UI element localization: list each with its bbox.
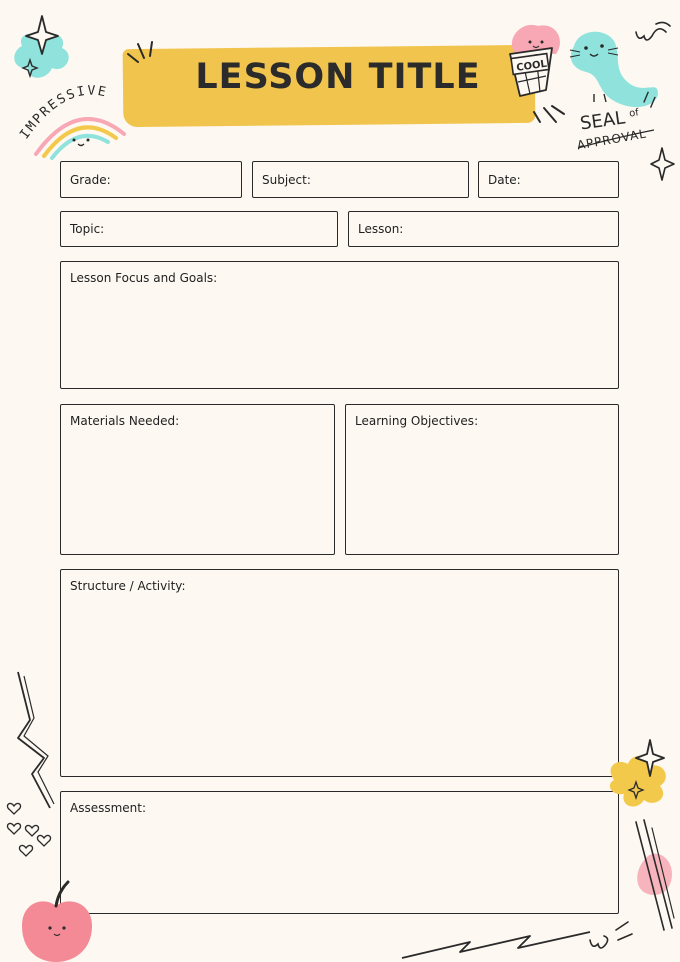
- lesson-field[interactable]: [348, 211, 619, 247]
- structure-activity-field[interactable]: [60, 569, 619, 777]
- topic-label: Topic:: [70, 222, 105, 236]
- hearts-icon: [4, 796, 54, 862]
- date-field[interactable]: [478, 161, 619, 198]
- yellow-sparkle-blob-icon: [600, 736, 678, 820]
- topic-field[interactable]: [60, 211, 338, 247]
- squiggle-icon: [632, 20, 676, 50]
- svg-text:of: of: [628, 107, 640, 120]
- lesson-focus-goals-label: Lesson Focus and Goals:: [70, 271, 218, 285]
- subject-label: Subject:: [262, 172, 311, 187]
- svg-text:IMPRESSIVE: IMPRESSIVE: [17, 83, 110, 143]
- grade-label: Grade:: [70, 172, 111, 187]
- grade-field[interactable]: [60, 161, 242, 198]
- sparkle-icon: [650, 146, 676, 182]
- page-title: LESSON TITLE: [195, 57, 481, 97]
- learning-objectives-field[interactable]: [345, 404, 619, 555]
- svg-text:COOL: COOL: [515, 58, 548, 74]
- zigzag-lightning-icon: [10, 668, 56, 814]
- subject-field[interactable]: [252, 161, 469, 198]
- materials-needed-field[interactable]: [60, 404, 335, 555]
- lesson-label: Lesson:: [358, 222, 404, 236]
- assessment-field[interactable]: [60, 791, 619, 914]
- structure-activity-label: Structure / Activity:: [70, 579, 186, 593]
- svg-text:SEAL: SEAL: [578, 107, 627, 135]
- impressive-rainbow-sticker: [18, 78, 138, 168]
- learning-objectives-label: Learning Objectives:: [355, 414, 479, 428]
- materials-needed-label: Materials Needed:: [70, 414, 180, 428]
- date-label: Date:: [488, 172, 521, 187]
- assessment-label: Assessment:: [70, 801, 147, 815]
- burst-lines-icon: [120, 36, 160, 76]
- svg-text:APPROVAL: APPROVAL: [575, 126, 648, 153]
- pencils-icon: [626, 818, 680, 938]
- apple-icon: [14, 880, 98, 962]
- lesson-focus-goals-field[interactable]: [60, 261, 619, 389]
